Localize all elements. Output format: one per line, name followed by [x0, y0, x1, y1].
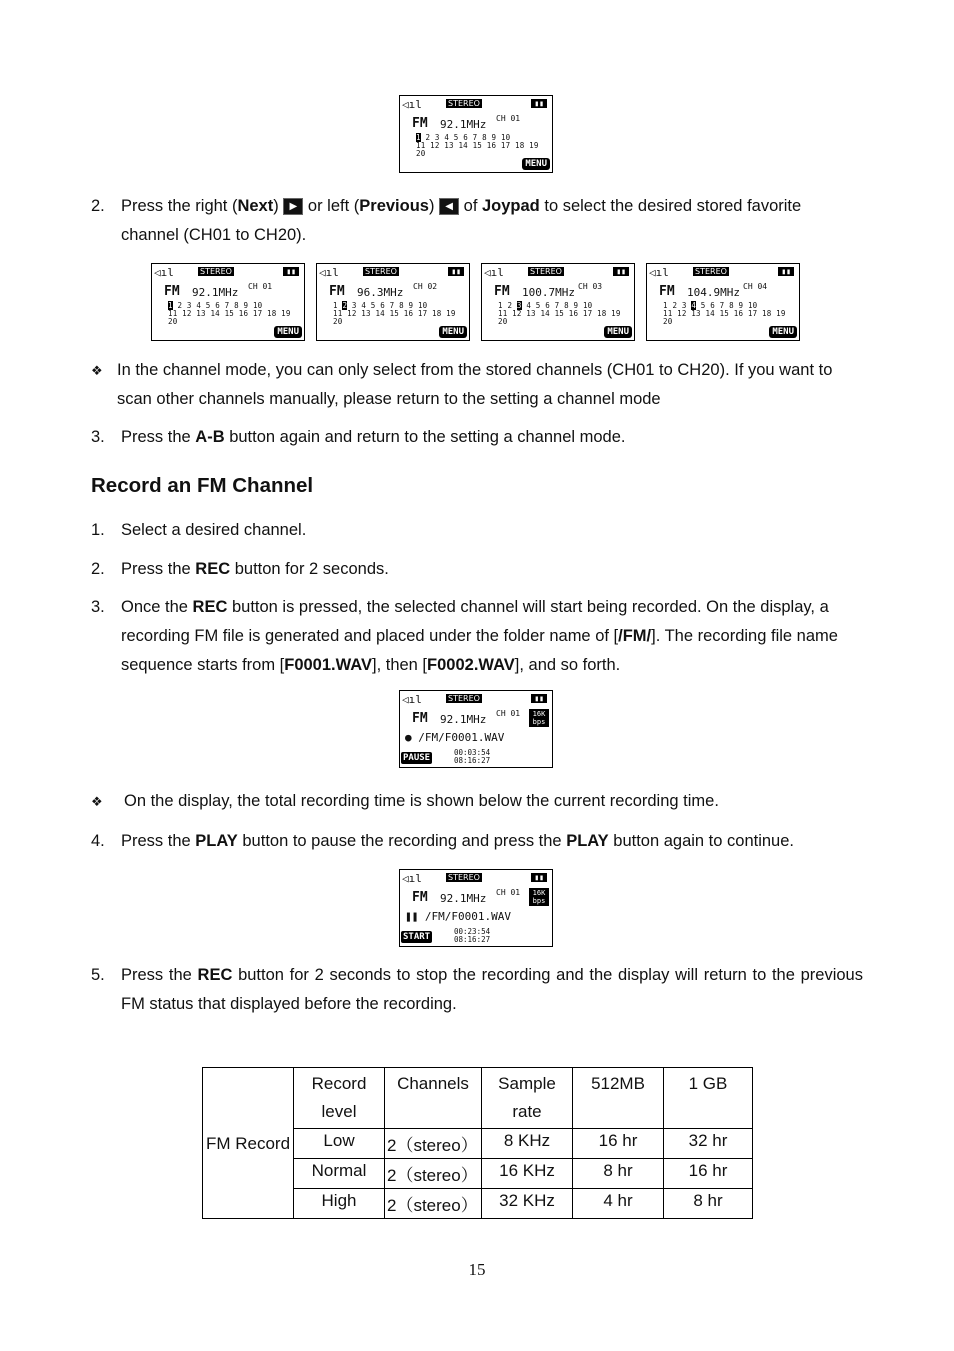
- frequency: 100.7MHz: [522, 286, 575, 299]
- battery-icon: ▮▮: [531, 99, 547, 108]
- battery-icon: ▮▮: [531, 694, 547, 703]
- table-cell: 8 hr: [573, 1159, 664, 1189]
- step-number: 4.: [91, 832, 105, 850]
- channel-slot: 10: [500, 133, 511, 142]
- channel-grid: [333, 302, 469, 326]
- time-display: 00:03:54 08:16:27: [454, 748, 491, 765]
- step-number: 3.: [91, 428, 105, 446]
- channel-slot: 9: [738, 301, 744, 310]
- step-number: 3.: [91, 598, 105, 616]
- channel-slot: 4: [361, 301, 367, 310]
- frequency: 92.1MHz: [440, 892, 487, 905]
- channel-slot: 10: [417, 301, 428, 310]
- fm-label: FM: [412, 890, 428, 905]
- channel-slot: 10: [747, 301, 758, 310]
- fm-label: FM: [329, 284, 345, 299]
- note1-text: In the channel mode, you can only select from the stored channels (CH01 to CH20). If you want to scan other channels manually, please return to the setting a channel mode: [117, 361, 833, 408]
- speaker-icon: ◁ıl: [484, 266, 504, 279]
- note2-text: On the display, the total recording time is shown below the current recording time.: [124, 792, 719, 810]
- start-button: START: [403, 932, 431, 942]
- table-cell: Normal: [294, 1159, 385, 1189]
- step-number: 2.: [91, 560, 105, 578]
- rec-step1-text: Select a desired channel.: [121, 521, 307, 539]
- menu-button: MENU: [769, 326, 797, 338]
- channel-slot: 2: [177, 301, 183, 310]
- channel-slot: 2: [672, 301, 678, 310]
- header-cell: Record level: [294, 1068, 385, 1129]
- channel-slot: 7: [224, 301, 230, 310]
- channel-slot: 6: [463, 133, 468, 142]
- channel: CH 02: [413, 282, 438, 291]
- file-path: ❚❚ /FM/F0001.WAV: [405, 910, 511, 923]
- channel: CH 01: [496, 709, 521, 718]
- speaker-icon: ◁ıl: [402, 872, 422, 885]
- channel-slot: 3: [351, 301, 357, 310]
- channel-slot: 6: [710, 301, 715, 310]
- bullet-icon: ❖: [91, 363, 103, 378]
- lcd-screen-ch01-b: [151, 263, 305, 341]
- rec-step5-text: Press the REC button for 2 seconds to stop the recording and the display will return to the previous FM status that displayed before the recording.: [121, 966, 863, 1013]
- lcd-screen-ch01: [399, 95, 553, 173]
- channel-grid: [168, 302, 304, 326]
- channel-slot: 2: [507, 301, 513, 310]
- file-path: ● /FM/F0001.WAV: [405, 731, 505, 744]
- table-cell: Low: [294, 1129, 385, 1159]
- channel-slot: 4: [196, 301, 202, 310]
- stereo-badge: STEREO: [448, 873, 480, 882]
- table-cell: 32 hr: [664, 1129, 753, 1159]
- rec-step4-text: Press the PLAY button to pause the recording and press the PLAY button again to continue.: [121, 832, 794, 850]
- channel-row-2: 11 12 13 14 15 16 17 18 19 20: [498, 309, 621, 326]
- channel-slot: 10: [582, 301, 593, 310]
- channel-slot: 4: [526, 301, 532, 310]
- lcd-screen-recording: [399, 690, 553, 768]
- menu-button: MENU: [274, 326, 302, 338]
- table-cell: 8 KHz: [482, 1129, 573, 1159]
- channel-slot: 5: [700, 301, 706, 310]
- channel: CH 04: [743, 282, 768, 291]
- channel-grid: [663, 302, 799, 326]
- table-cell: High: [294, 1189, 385, 1219]
- header-cell: 1 GB: [664, 1068, 753, 1129]
- channel-slot: 9: [491, 133, 497, 142]
- frequency: 104.9MHz: [687, 286, 740, 299]
- channel: CH 01: [496, 114, 521, 123]
- fm-label: FM: [412, 711, 428, 726]
- menu-button: MENU: [439, 326, 467, 338]
- channel-slot: 3: [434, 133, 440, 142]
- channel-grid: [498, 302, 634, 326]
- speaker-icon: ◁ıl: [402, 693, 422, 706]
- fm-label: FM: [494, 284, 510, 299]
- step-number: 2.: [91, 197, 105, 215]
- channel: CH 01: [496, 888, 521, 897]
- step2-text: Press the right (Next) ▶ or left (Previous) ◀ of Joypad to select the desired stored favorite channel (CH01 to CH20).: [121, 197, 802, 244]
- channel-slot: 5: [370, 301, 376, 310]
- table-cell: 16 KHz: [482, 1159, 573, 1189]
- lcd-screen-paused: [399, 869, 553, 947]
- record-spec-table: [202, 1067, 753, 1219]
- menu-button: MENU: [604, 326, 632, 338]
- channel-slot: 6: [215, 301, 220, 310]
- battery-icon: ▮▮: [448, 267, 464, 276]
- battery-icon: ▮▮: [613, 267, 629, 276]
- speaker-icon: ◁ıl: [319, 266, 339, 279]
- speaker-icon: ◁ıl: [649, 266, 669, 279]
- channel: CH 03: [578, 282, 603, 291]
- channel-slot: 4: [691, 301, 697, 310]
- stereo-badge: STEREO: [695, 267, 727, 276]
- fm-label: FM: [412, 116, 428, 131]
- channel-slot: 7: [472, 133, 478, 142]
- battery-icon: ▮▮: [778, 267, 794, 276]
- channel-row-2: 11 12 13 14 15 16 17 18 19 20: [663, 309, 786, 326]
- next-icon: ▶: [283, 198, 303, 215]
- previous-icon: ◀: [439, 198, 459, 215]
- step3-text: Press the A-B button again and return to the setting a channel mode.: [121, 428, 626, 446]
- channel-slot: 6: [380, 301, 385, 310]
- speaker-icon: ◁ıl: [402, 98, 422, 111]
- channel-slot: 8: [399, 301, 404, 310]
- channel-row-2: 11 12 13 14 15 16 17 18 19 20: [333, 309, 456, 326]
- header-cell: Sample rate: [482, 1068, 573, 1129]
- header-cell: 512MB: [573, 1068, 664, 1129]
- lcd-screen-ch04: [646, 263, 800, 341]
- lcd-screen-ch03: [481, 263, 635, 341]
- channel-slot: 8: [234, 301, 239, 310]
- channel-slot: 9: [243, 301, 249, 310]
- rec-step2-text: Press the REC button for 2 seconds.: [121, 560, 389, 578]
- page-number: 15: [468, 1260, 486, 1279]
- channel-row-2: 11 12 13 14 15 16 17 18 19 20: [416, 141, 539, 158]
- channel-slot: 7: [719, 301, 725, 310]
- channel-slot: 1: [333, 301, 338, 310]
- channel-slot: 8: [482, 133, 487, 142]
- pause-button: PAUSE: [403, 753, 431, 763]
- battery-icon: ▮▮: [531, 873, 547, 882]
- step-number: 5.: [91, 966, 105, 984]
- stereo-badge: STEREO: [448, 99, 480, 108]
- channel-slot: 5: [535, 301, 541, 310]
- table-cell: 32 KHz: [482, 1189, 573, 1219]
- channel-slot: 1: [168, 301, 173, 310]
- menu-button: MENU: [522, 158, 550, 170]
- stereo-badge: STEREO: [448, 694, 480, 703]
- table-cell: 4 hr: [573, 1189, 664, 1219]
- channel-slot: 1: [498, 301, 503, 310]
- table-cell: 16 hr: [664, 1159, 753, 1189]
- channel-row-2: 11 12 13 14 15 16 17 18 19 20: [168, 309, 291, 326]
- channel-slot: 2: [342, 301, 348, 310]
- stereo-badge: STEREO: [200, 267, 232, 276]
- bitrate-badge: 16K bps: [529, 709, 549, 727]
- channel-slot: 3: [186, 301, 192, 310]
- channel-slot: 4: [444, 133, 450, 142]
- channel-slot: 10: [252, 301, 263, 310]
- table-cell: 16 hr: [573, 1129, 664, 1159]
- channel: CH 01: [248, 282, 273, 291]
- rec-step3-text: Once the REC button is pressed, the selected channel will start being recorded. On the display, a recording FM file is generated and placed under the folder name of [/FM/]. The recording file name sequence starts from [F0001.WAV], then [F0002.WAV], and so forth.: [121, 598, 838, 674]
- section-heading: Record an FM Channel: [91, 474, 314, 497]
- step-number: 1.: [91, 521, 105, 539]
- channel-slot: 1: [663, 301, 668, 310]
- channel-slot: 7: [554, 301, 560, 310]
- battery-icon: ▮▮: [283, 267, 299, 276]
- stereo-badge: STEREO: [365, 267, 397, 276]
- table-cell: 2（stereo）: [385, 1189, 482, 1219]
- bullet-icon: ❖: [91, 794, 103, 809]
- channel-slot: 1: [416, 133, 421, 142]
- speaker-icon: ◁ıl: [154, 266, 174, 279]
- channel-slot: 2: [425, 133, 431, 142]
- lcd-screen-ch02: [316, 263, 470, 341]
- header-cell: Channels: [385, 1068, 482, 1129]
- table-cell: 8 hr: [664, 1189, 753, 1219]
- stereo-badge: STEREO: [530, 267, 562, 276]
- channel-slot: 9: [573, 301, 579, 310]
- channel-slot: 9: [408, 301, 414, 310]
- channel-slot: 8: [729, 301, 734, 310]
- frequency: 92.1MHz: [192, 286, 239, 299]
- fm-label: FM: [659, 284, 675, 299]
- channel-slot: 6: [545, 301, 550, 310]
- channel-grid: [416, 134, 552, 158]
- frequency: 92.1MHz: [440, 118, 487, 131]
- frequency: 96.3MHz: [357, 286, 404, 299]
- table-cell: 2（stereo）: [385, 1129, 482, 1159]
- bitrate-badge: 16K bps: [529, 888, 549, 906]
- fm-label: FM: [164, 284, 180, 299]
- row-header: FM Record: [203, 1068, 294, 1219]
- time-display: 00:23:54 08:16:27: [454, 927, 491, 944]
- channel-slot: 3: [516, 301, 522, 310]
- channel-slot: 3: [681, 301, 687, 310]
- channel-slot: 5: [205, 301, 211, 310]
- channel-slot: 5: [453, 133, 459, 142]
- channel-slot: 7: [389, 301, 395, 310]
- table-cell: 2（stereo）: [385, 1159, 482, 1189]
- channel-slot: 8: [564, 301, 569, 310]
- frequency: 92.1MHz: [440, 713, 487, 726]
